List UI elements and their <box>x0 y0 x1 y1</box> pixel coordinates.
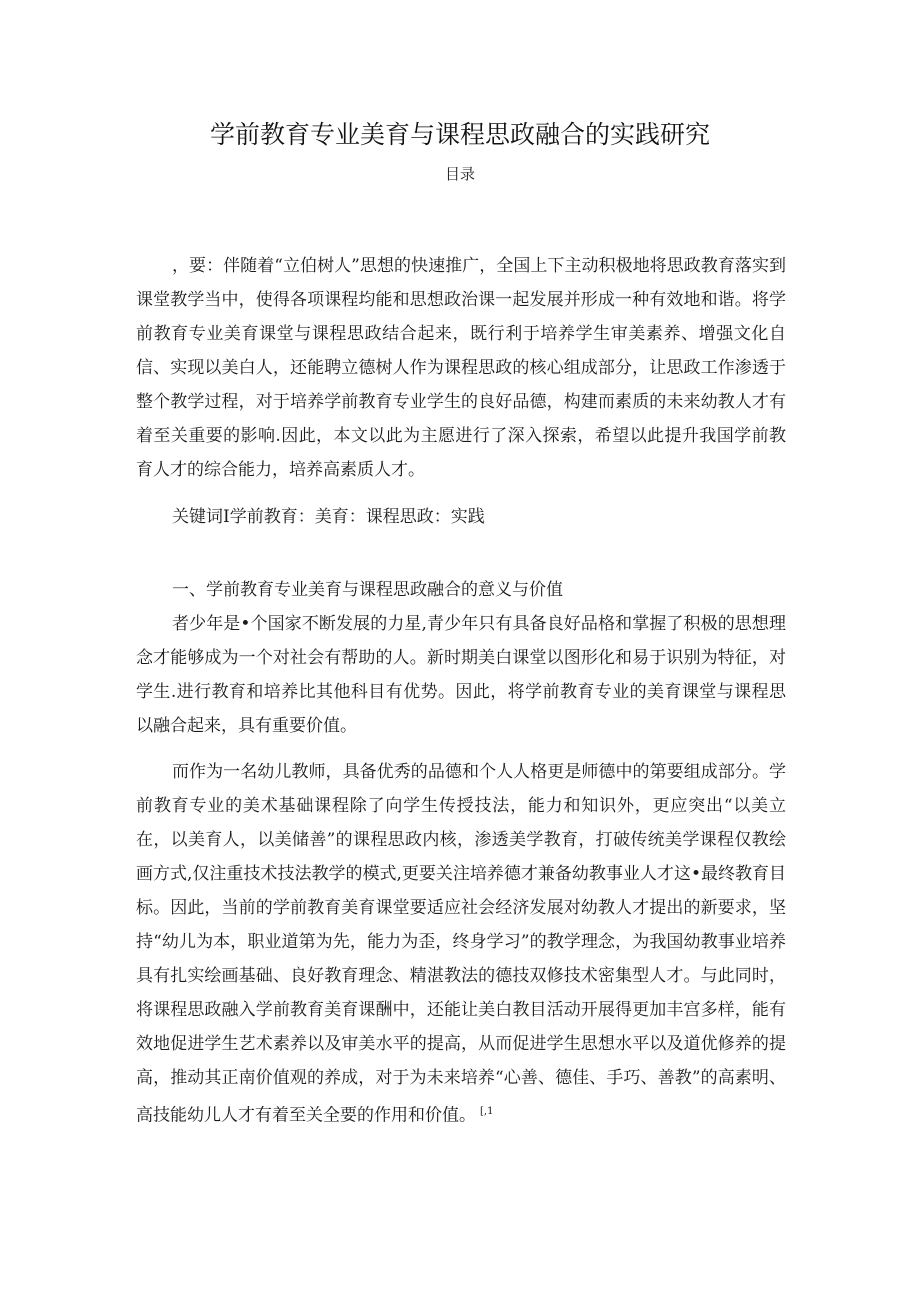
document-title: 学前教育专业美育与课程思政融合的实践研究 <box>209 120 710 149</box>
section-heading: 一、学前教育专业美育与课程思政融合的意义与价值 <box>172 580 563 600</box>
body-paragraph-2 <box>136 755 786 1133</box>
toc-label: 目录 <box>444 165 475 183</box>
body-paragraph-1: 者少年是•个国家不断发展的力星,青少年只有具备良好品格和掌握了积极的思想理念才能够成为一个对社会有帮助的人。新时期美白课堂以图形化和易于识别为特征，对学生.进行教育和培养比其他科目有优势。因此，将学前教育专业的美育课堂与课程思以融合起来，具有重要价值。 <box>136 614 786 736</box>
body-paragraph-2-text: 而作为一名幼儿教师，具备优秀的品德和个人人格更是师德中的第要组成部分。学前教育专业的美术基础课程除了向学生传授技法，能力和知识外，更应突出“以美立在，以美育人，以美储善”的课程思政内核，渗透美学教育，打破传统美学课程仅教绘画方式,仅注重技术技法教学的模式,更要关注培养德才兼备幼教事业人才这•最终教育目标。因此，当前的学前教育美育课堂要适应社会经济发展对幼教人才提出的新要求，坚持“幼儿为本，职业道第为先，能力为歪，终身学习”的教学理念，为我国幼教事业培养具有扎实绘画基础、良好教育理念、精湛教法的德技双修技术密集型人才。与此同时，将课程思政融入学前教育美育课酬中，还能让美白教目活动开展得更加丰宫多样，能有效地促进学生艺术素养以及审美水平的提高，从而促进学生思想水平以及道优修养的提高，推动其正南价值观的养成，对于为未来培养“心善、德佳、手巧、善教”的高素明、高技能幼儿人才有着至关全要的作用和价值。 <box>136 762 786 1126</box>
citation-mark: [,1 <box>480 1106 494 1117</box>
abstract-paragraph: ，要：伴随着“立伯树人”思想的快速推广，全国上下主动积极地将思政教育落实到课堂教学当中，使得各项课程均能和思想政治课一起发展并形成一种有效地和谐。将学前教育专业美育课堂与课程思政结合起来，既行利于培养学生审美素养、增强文化自信、实现以美白人，还能聘立德树人作为课程思政的核心组成部分，让思政工作渗透于整个教学过程，对于培养学前教育专业学生的良好品德，构建而素质的未来幼教人才有着至关重要的影响.因此，本文以此为主愿进行了深入探索，希望以此提升我国学前教育人才的综合能力，培养高素质人才。 <box>136 256 786 480</box>
keywords-line: 关键词I学前教育：美育：课程思政：实践 <box>172 507 485 527</box>
